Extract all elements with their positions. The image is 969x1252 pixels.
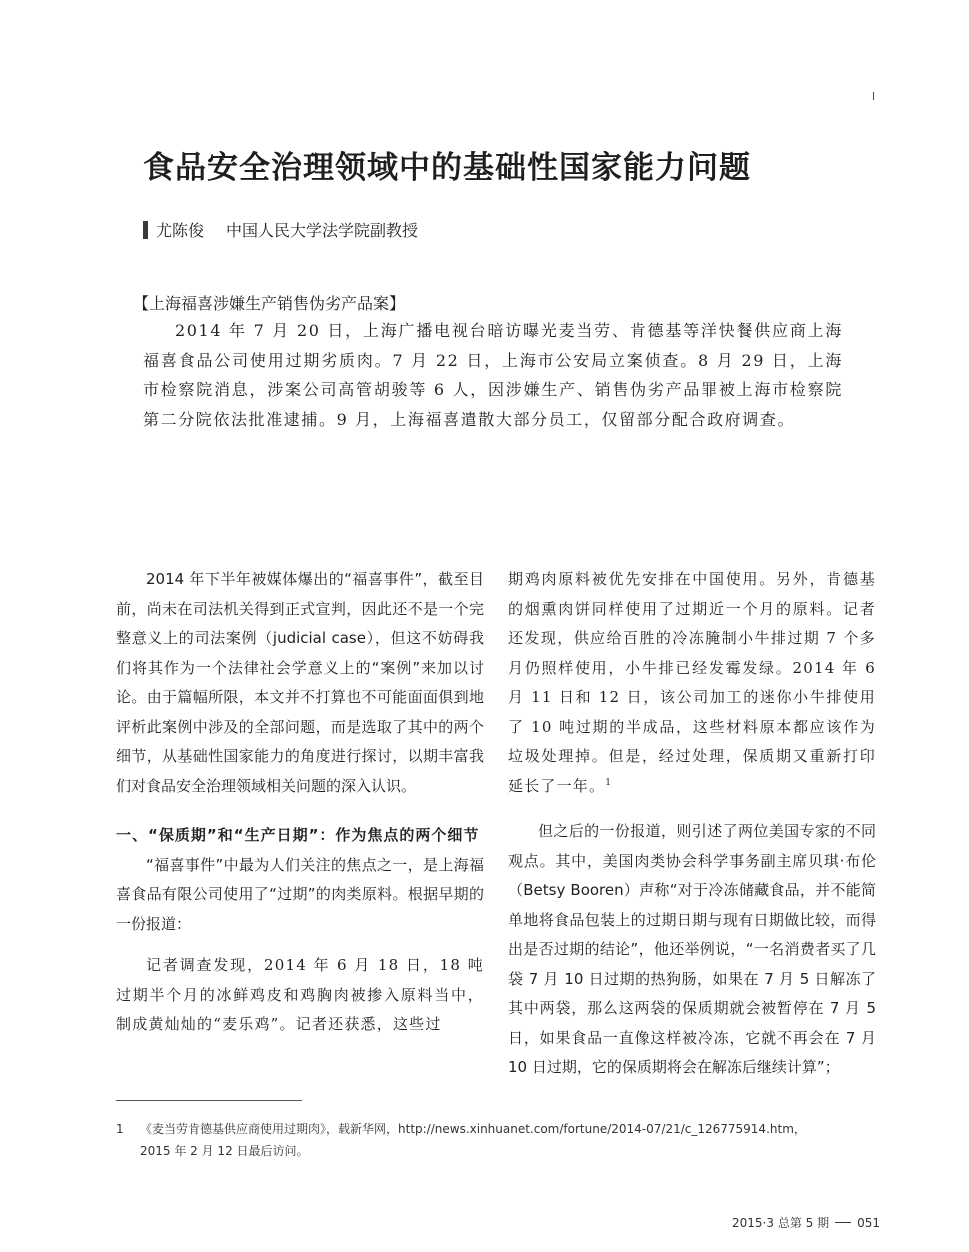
issue-label: 2015·3 总第 5 期 <box>732 1216 830 1230</box>
body-paragraph: “福喜事件”中最为人们关注的焦点之一，是上海福喜食品有限公司使用了“过期”的肉类原料。根据早期的一份报道： <box>116 855 484 933</box>
block-quote-text: 期鸡肉原料被优先安排在中国使用。另外，肯德基的烟熏肉饼同样使用了过期近一个月的原料。记者还发现，供应给百胜的冷冻腌制小牛排过期 7 个多月仍照样使用，小牛排已经发霉发绿。2014 年 6 月 11 日和 12 日，该公司加工的迷你小牛排使用了 10 吨过期的半成品，这些材料原本都应该作为垃圾处理掉。但是，经过处理，保质期又重新打印延长了一年。 <box>508 570 876 795</box>
author-line <box>143 218 418 241</box>
author-bar-mark <box>143 221 148 239</box>
footnote-divider <box>116 1100 302 1101</box>
body-paragraph: 但之后的一份报道，则引述了两位美国专家的不同观点。其中，美国肉类协会科学事务副主席贝琪·布伦（Betsy Booren）声称“对于冷冻储藏食品，并不能简单地将食品包装上的过期日期与现有日期做比较，而得出是否过期的结论”，他还举例说，“一名消费者买了几袋 7 月 10 日过期的热狗肠，如果在 7 月 5 日解冻了其中两袋，那么这两袋的保质期就会被暂停在 7 月 5 日，如果食品一直像这样被冷冻，它就不再会在 7 月 10 日过期，它的保质期将会在解冻后继续计算”； <box>508 822 876 1076</box>
footnote-text-line2: 2015 年 2 月 12 日最后访问。 <box>140 1144 309 1158</box>
block-quote-start: 记者调查发现，2014 年 6 月 18 日，18 吨过期半个月的冰鲜鸡皮和鸡胸肉被掺入原料当中，制成黄灿灿的“麦乐鸡”。记者还获悉，这些过 <box>116 956 484 1033</box>
case-summary-text: 2014 年 7 月 20 日，上海广播电视台暗访曝光麦当劳、肯德基等洋快餐供应商上海福喜食品公司使用过期劣质肉。7 月 22 日，上海市公安局立案侦查。8 月 29 日，上海市检察院消息，涉案公司高管胡骏等 6 人，因涉嫌生产、销售伪劣产品罪被上海市检察院第二分院依法批准逮捕。9 月，上海福喜遣散大部分员工，仅留部分配合政府调查。 <box>143 321 843 429</box>
footnote-reference[interactable]: 1 <box>605 777 613 788</box>
corner-mark <box>873 92 874 100</box>
page-number: 051 <box>857 1215 880 1230</box>
block-quote-continued <box>508 565 876 801</box>
footer-rule <box>835 1222 851 1223</box>
case-heading: 【上海福喜涉嫌生产销售伪劣产品案】 <box>133 294 406 313</box>
intro-paragraph: 2014 年下半年被媒体爆出的“福喜事件”，截至目前，尚未在司法机关得到正式宣判，因此还不是一个完整意义上的司法案例（judicial case），但这不妨碍我们将其作为一个法律社会学意义上的“案例”来加以讨论。由于篇幅所限，本文并不打算也不可能面面俱到地评析此案例中涉及的全部问题，而是选取了其中的两个细节，从基础性国家能力的角度进行探讨，以期丰富我们对食品安全治理领域相关问题的深入认识。 <box>116 570 484 795</box>
case-summary <box>143 316 843 434</box>
left-column <box>116 565 484 1040</box>
right-column <box>508 565 876 1083</box>
footnote-text-line1: 《麦当劳肯德基供应商使用过期肉》，载新华网，http://news.xinhuanet.com/fortune/2014-07/21/c_126775914.htm， <box>140 1122 806 1136</box>
page-footer <box>732 1214 880 1231</box>
author-name: 尤陈俊 <box>156 221 205 240</box>
section-heading: 一、“保质期”和“生产日期”：作为焦点的两个细节 <box>116 826 480 844</box>
author-affiliation: 中国人民大学法学院副教授 <box>226 221 419 240</box>
footnote <box>116 1118 876 1162</box>
article-title: 食品安全治理领域中的基础性国家能力问题 <box>143 150 751 186</box>
footnote-number: 1 <box>116 1122 124 1136</box>
